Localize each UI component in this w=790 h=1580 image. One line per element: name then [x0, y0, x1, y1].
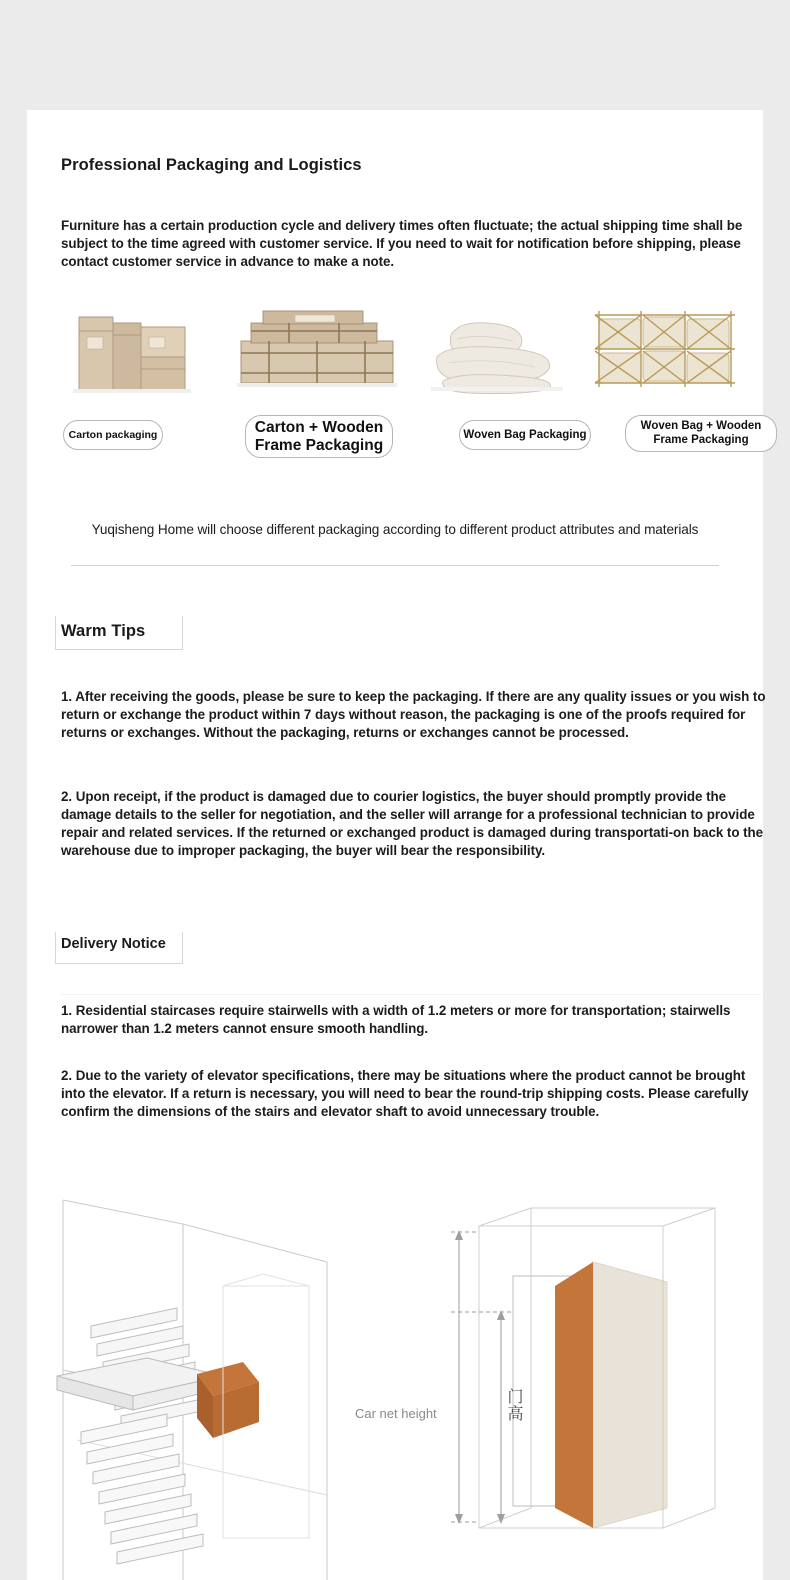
carton-boxes-photo-icon	[51, 297, 229, 415]
warm-tips-paragraph-1: 1. After receiving the goods, please be sure to keep the packaging. If there are any quality issues or you wish to return or exchange the product within 7 days without reason, the packaging is one of the proofs required for returns or exchanges. Without the packaging, returns or exchanges cannot be processed.	[61, 689, 766, 741]
faint-rule-top	[61, 994, 761, 995]
packaging-section-title: Professional Packaging and Logistics	[61, 156, 362, 174]
section-divider	[71, 565, 719, 566]
car-net-height-label: Car net height	[355, 1406, 437, 1421]
packaging-item-carton	[51, 297, 229, 415]
label-carton-wooden-frame-packaging: Carton + Wooden Frame Packaging	[245, 415, 393, 458]
label-woven-bag-wooden-frame-packaging: Woven Bag + Wooden Frame Packaging	[625, 415, 777, 452]
warm-tips-title-frame	[55, 616, 183, 650]
woven-bag-photo-icon	[407, 297, 585, 415]
warm-tips-paragraph-2: 2. Upon receipt, if the product is damaged due to courier logistics, the buyer should promptly provide the damage details to the seller for negotiation, and the seller will arrange for a professional technician to provide repair and related services. If the returned or exchanged product is damaged during transportati-on back to the warehouse due to improper packaging, the buyer will bear the responsibility.	[61, 789, 764, 859]
label-woven-bag-packaging: Woven Bag Packaging	[459, 420, 591, 450]
warm-tips-title: Warm Tips	[61, 622, 146, 640]
packaging-footnote: Yuqisheng Home will choose different packaging according to different product attributes and materials	[91, 522, 699, 537]
delivery-notice-paragraph-1: 1. Residential staircases require stairwells with a width of 1.2 meters or more for transportation; stairwells narrower than 1.2 meters cannot ensure smooth handling.	[61, 1003, 731, 1037]
door-height-label: 门高	[505, 1388, 522, 1422]
carton-wooden-frame-photo-icon	[229, 297, 407, 415]
woven-bag-wooden-frame-photo-icon	[585, 297, 763, 415]
packaging-image-row	[51, 297, 763, 422]
content-sheet	[27, 110, 766, 1580]
delivery-notice-paragraph-2: 2. Due to the variety of elevator specifications, there may be situations where the product cannot be brought into the elevator. If a return is necessary, you will need to bear the round-trip shipping costs. Please carefully confirm the dimensions of the stairs and elevator shaft to avoid unnecessary trouble.	[61, 1068, 749, 1120]
delivery-notice-title: Delivery Notice	[61, 936, 166, 952]
packaging-item-carton-wooden	[229, 297, 407, 415]
delivery-notice-title-frame	[55, 932, 183, 964]
packaging-intro-text: Furniture has a certain production cycle and delivery times often fluctuate; the actual shipping time shall be subject to the time agreed with customer service. If you need to wait for notification before shipping, please contact customer service in advance to make a note.	[61, 218, 743, 270]
stairs-and-elevator-diagram	[27, 1190, 763, 1580]
label-carton-packaging: Carton packaging	[63, 420, 163, 450]
packaging-item-woven-wooden	[585, 297, 763, 415]
packaging-item-woven-bag	[407, 297, 585, 415]
